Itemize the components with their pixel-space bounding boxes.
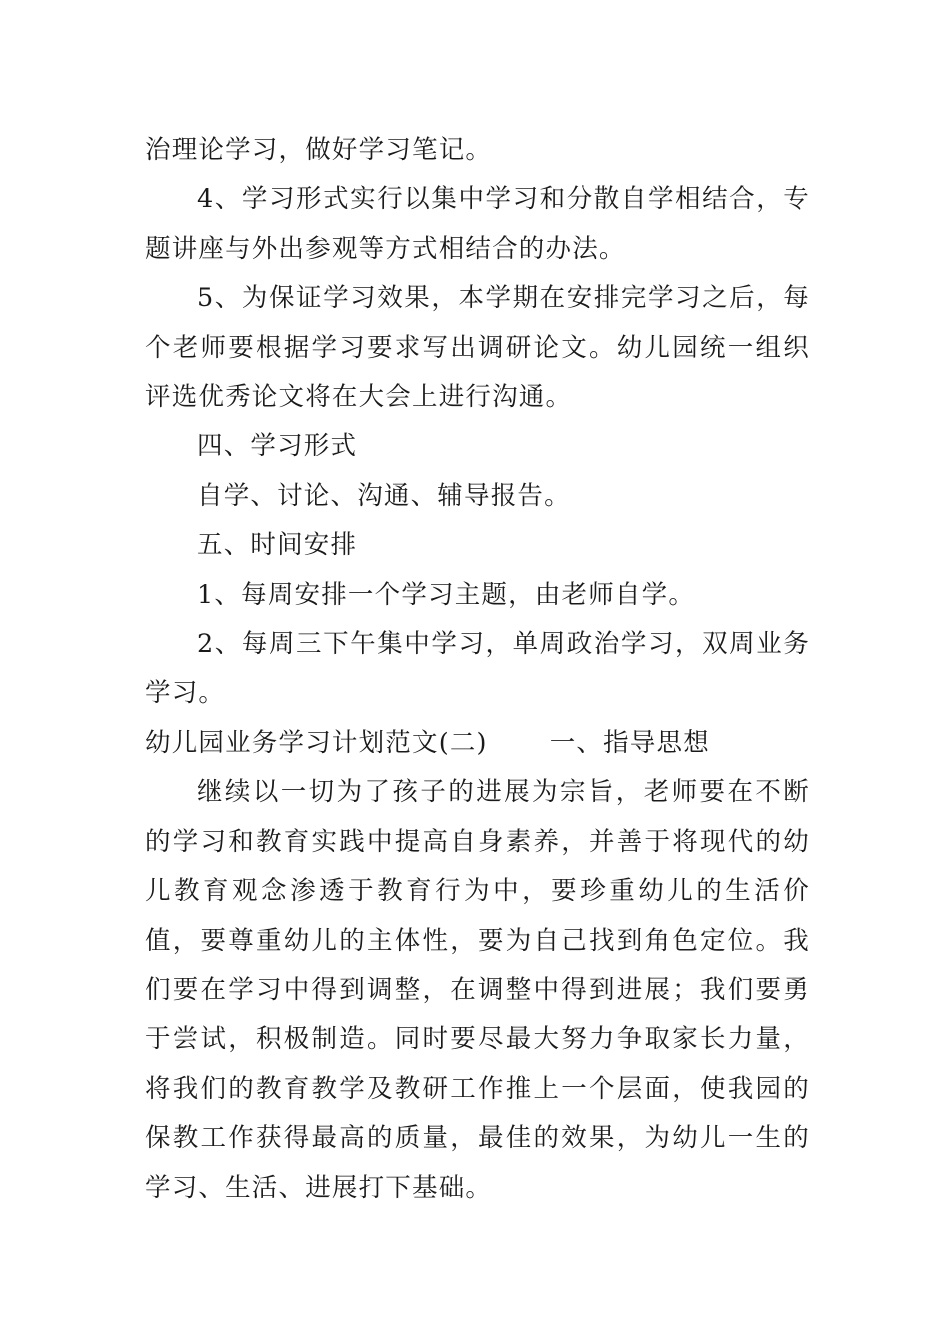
paragraph-learning-form: 自学、讨论、沟通、辅导报告。 <box>197 480 571 511</box>
title-spacer <box>488 719 550 768</box>
paragraph-continuation: 治理论学习，做好学习笔记。 <box>145 135 493 165</box>
heading-learning-form: 四、学习形式 <box>197 431 358 462</box>
paragraph-schedule-2: 2、每周三下午集中学习，单周政治学习，双周业务学习。 <box>145 629 810 709</box>
paragraph-schedule-1: 1、每周安排一个学习主题，由老师自学。 <box>197 579 696 610</box>
paragraph-item-4: 4、学习形式实行以集中学习和分散自学相结合，专题讲座与外出参观等方式相结合的办法。 <box>145 184 810 264</box>
heading-time-schedule: 五、时间安排 <box>197 530 358 561</box>
document-body <box>145 126 810 1213</box>
paragraph-guiding-ideology: 继续以一切为了孩子的进展为宗旨，老师要在不断的学习和教育实践中提高自身素养，并善于将现代的幼儿教育观念渗透于教育行为中，要珍重幼儿的生活价值，要尊重幼儿的主体性，要为自己找到角色定位。我们要在学习中得到调整，在调整中得到进展；我们要勇于尝试，积极制造。同时要尽最大努力争取家长力量，将我们的教育教学及教研工作推上一个层面，使我园的保教工作获得最高的质量，最佳的效果，为幼儿一生的学习、生活、进展打下基础。 <box>145 777 810 1203</box>
section-subheading: 一、指导思想 <box>549 727 710 758</box>
section-title: 幼儿园业务学习计划范文(二) <box>145 727 488 758</box>
section-title-row <box>145 719 810 768</box>
paragraph-item-5: 5、为保证学习效果，本学期在安排完学习之后，每个老师要根据学习要求写出调研论文。幼儿园统一组织评选优秀论文将在大会上进行沟通。 <box>145 283 810 413</box>
